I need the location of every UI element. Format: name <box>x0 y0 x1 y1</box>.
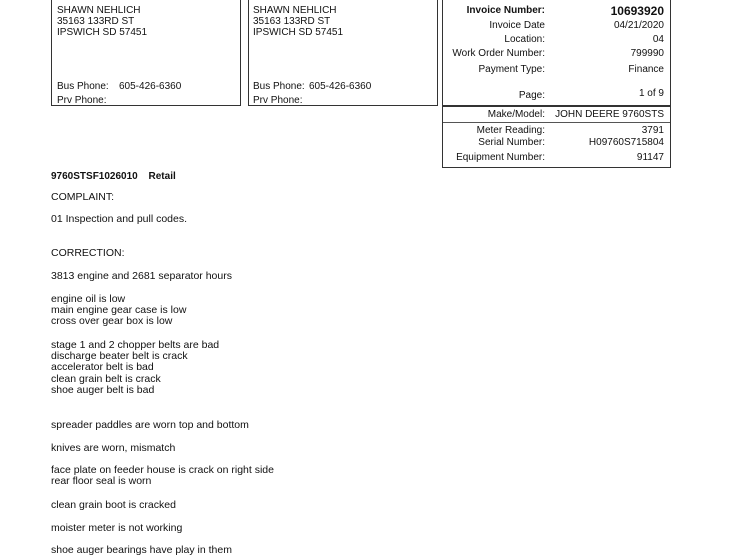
customer-name: SHAWN NEHLICH <box>253 5 337 16</box>
correction-line: rear floor seal is worn <box>51 475 152 487</box>
correction-line: accelerator belt is bad <box>51 361 154 373</box>
payment-type-value: Finance <box>628 64 664 75</box>
page-row <box>443 90 670 104</box>
page-label: Page: <box>518 90 545 101</box>
correction-line: clean grain boot is cracked <box>51 499 176 511</box>
correction-line: shoe auger bearings have play in them <box>51 544 232 556</box>
location-label: Location: <box>504 34 545 45</box>
customer-box-2 <box>248 0 438 106</box>
correction-line: 3813 engine and 2681 separator hours <box>51 270 232 282</box>
job-id: 9760STSF1026010 <box>51 171 138 182</box>
invoice-date-row <box>443 20 670 34</box>
serial-number-label: Serial Number: <box>478 137 545 148</box>
make-model-row <box>443 109 670 123</box>
correction-line: discharge beater belt is crack <box>51 350 188 362</box>
customer-city: IPSWICH SD 57451 <box>57 27 148 38</box>
correction-heading: CORRECTION: <box>51 247 125 259</box>
equipment-number-row <box>443 152 670 166</box>
bus-phone-value: 605-426-6360 <box>119 81 182 92</box>
work-order-value: 799990 <box>630 48 664 59</box>
invoice-date-value: 04/21/2020 <box>613 20 664 31</box>
meter-reading-label: Meter Reading: <box>476 125 545 136</box>
make-model-value: JOHN DEERE 9760STS <box>555 109 664 120</box>
bus-phone-label: Bus Phone: <box>57 81 109 92</box>
invoice-box <box>442 0 671 106</box>
equipment-box <box>442 106 671 168</box>
job-type: Retail <box>148 171 176 182</box>
serial-number-value: H09760S715804 <box>588 137 664 148</box>
page-value: 1 of 9 <box>638 88 664 99</box>
correction-line: engine oil is low <box>51 293 126 305</box>
payment-type-label: Payment Type: <box>478 64 545 75</box>
correction-line: moister meter is not working <box>51 522 183 534</box>
location-row <box>443 34 670 48</box>
job-title <box>51 171 176 182</box>
customer-street: 35163 133RD ST <box>253 16 331 27</box>
invoice-number-label: Invoice Number: <box>466 5 545 16</box>
equipment-number-label: Equipment Number: <box>456 152 545 163</box>
customer-street: 35163 133RD ST <box>57 16 135 27</box>
location-value: 04 <box>652 34 664 45</box>
work-order-row <box>443 48 670 62</box>
correction-line: face plate on feeder house is crack on right side <box>51 464 274 476</box>
complaint-heading: COMPLAINT: <box>51 191 115 203</box>
invoice-number-value: 10693920 <box>610 4 664 18</box>
complaint-text: 01 Inspection and pull codes. <box>51 213 188 225</box>
bus-phone-label: Bus Phone: <box>253 81 305 92</box>
customer-box-1 <box>51 0 241 106</box>
correction-line: stage 1 and 2 chopper belts are bad <box>51 339 220 351</box>
meter-reading-value: 3791 <box>641 125 664 136</box>
equipment-divider <box>443 122 670 123</box>
make-model-label: Make/Model: <box>487 109 545 120</box>
equipment-number-value: 91147 <box>636 152 664 163</box>
payment-type-row <box>443 64 670 78</box>
bus-phone-value: 605-426-6360 <box>309 81 372 92</box>
customer-name: SHAWN NEHLICH <box>57 5 141 16</box>
work-order-label: Work Order Number: <box>452 48 545 59</box>
correction-line: cross over gear box is low <box>51 315 173 327</box>
correction-line: knives are worn, mismatch <box>51 442 176 454</box>
prv-phone-label: Prv Phone: <box>57 95 107 106</box>
correction-line: clean grain belt is crack <box>51 373 161 385</box>
correction-line: main engine gear case is low <box>51 304 187 316</box>
customer-city: IPSWICH SD 57451 <box>253 27 344 38</box>
serial-number-row <box>443 137 670 151</box>
invoice-date-label: Invoice Date <box>489 20 545 31</box>
correction-line: spreader paddles are worn top and bottom <box>51 419 249 431</box>
prv-phone-label: Prv Phone: <box>253 95 303 106</box>
correction-line: shoe auger belt is bad <box>51 384 155 396</box>
invoice-number-row <box>443 4 670 18</box>
